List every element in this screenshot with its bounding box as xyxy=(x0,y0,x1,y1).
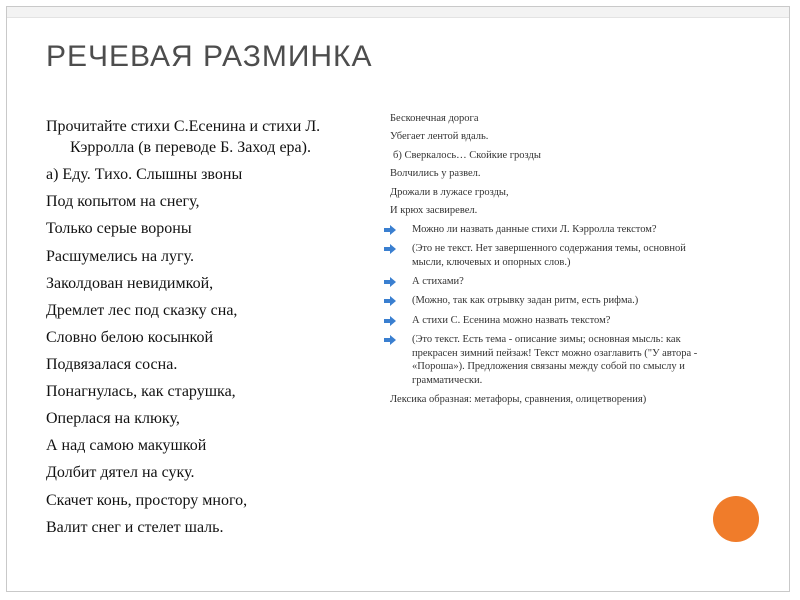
poem-line: Под копытом на снегу, xyxy=(46,193,200,211)
poem-line: Долбит дятел на суку. xyxy=(46,464,195,482)
slide-top-bar xyxy=(7,7,789,18)
right-text-column xyxy=(390,112,720,411)
bullet-arrow-icon xyxy=(384,316,396,326)
poem-line: Волчились у развел. xyxy=(390,168,481,180)
bullet-arrow-icon xyxy=(384,335,396,345)
qa-item xyxy=(390,223,720,236)
poem-line: Валит снег и стелет шаль. xyxy=(46,518,224,536)
qa-text: Можно ли назвать данные стихи Л. Кэрролла текстом? xyxy=(412,223,657,235)
poem-line: Словно белою косынкой xyxy=(46,328,214,346)
poem-line: Понагнулась, как старушка, xyxy=(46,383,236,401)
poem-line: И крюх засвиревел. xyxy=(390,205,478,217)
decorative-orange-circle xyxy=(713,496,759,542)
slide-title: РЕЧЕВАЯ РАЗМИНКА xyxy=(46,40,373,73)
qa-item xyxy=(390,242,720,269)
qa-item xyxy=(390,275,720,288)
poem-line: Дремлет лес под сказку сна, xyxy=(46,301,238,319)
poem-line: Подвязалася сосна. xyxy=(46,355,178,373)
qa-text: А стихи С. Есенина можно назвать текстом? xyxy=(412,314,611,326)
bullet-arrow-icon xyxy=(384,244,396,254)
poem-line: б) Сверкалось… Скойкие грозды xyxy=(393,149,541,161)
poem-line: а) Еду. Тихо. Слышны звоны xyxy=(46,166,243,184)
qa-text: (Можно, так как отрывку задан ритм, есть рифма.) xyxy=(412,295,639,307)
poem-line: Бесконечная дорога xyxy=(390,113,479,124)
poem-line: Только серые вороны xyxy=(46,220,192,238)
poem-line: Заколдован невидимкой, xyxy=(46,274,214,292)
left-text-column xyxy=(46,116,366,544)
poem-line: А над самою макушкой xyxy=(46,437,207,455)
task-intro: Прочитайте стихи С.Есенина и стихи Л. Кэрролла (в переводе Б. Заход ера). xyxy=(46,118,321,157)
poem-line: Расшумелись на лугу. xyxy=(46,247,194,265)
poem-line: Оперлася на клюку, xyxy=(46,410,180,428)
lexicon-note: Лексика образная: метафоры, сравнения, олицетворения) xyxy=(390,394,647,405)
qa-text: А стихами? xyxy=(412,275,464,287)
bullet-arrow-icon xyxy=(384,277,396,287)
poem-line: Дрожали в лужасе грозды, xyxy=(390,186,509,198)
bullet-arrow-icon xyxy=(384,225,396,235)
qa-text: (Это не текст. Нет завершенного содержания темы, основной мысли, ключевых и опорных слов.) xyxy=(412,243,686,268)
qa-item xyxy=(390,314,720,327)
poem-line: Скачет конь, простору много, xyxy=(46,491,248,509)
bullet-arrow-icon xyxy=(384,296,396,306)
qa-item xyxy=(390,294,720,307)
qa-text: (Это текст. Есть тема - описание зимы; основная мысль: как прекрасен зимний пейзаж! Текст можно озаглавить ("У автора - «Пороша»). Предложения связаны между собой по смыслу и грамматически. xyxy=(412,334,698,386)
poem-line: Убегает лентой вдаль. xyxy=(390,131,489,143)
qa-item xyxy=(390,333,720,387)
